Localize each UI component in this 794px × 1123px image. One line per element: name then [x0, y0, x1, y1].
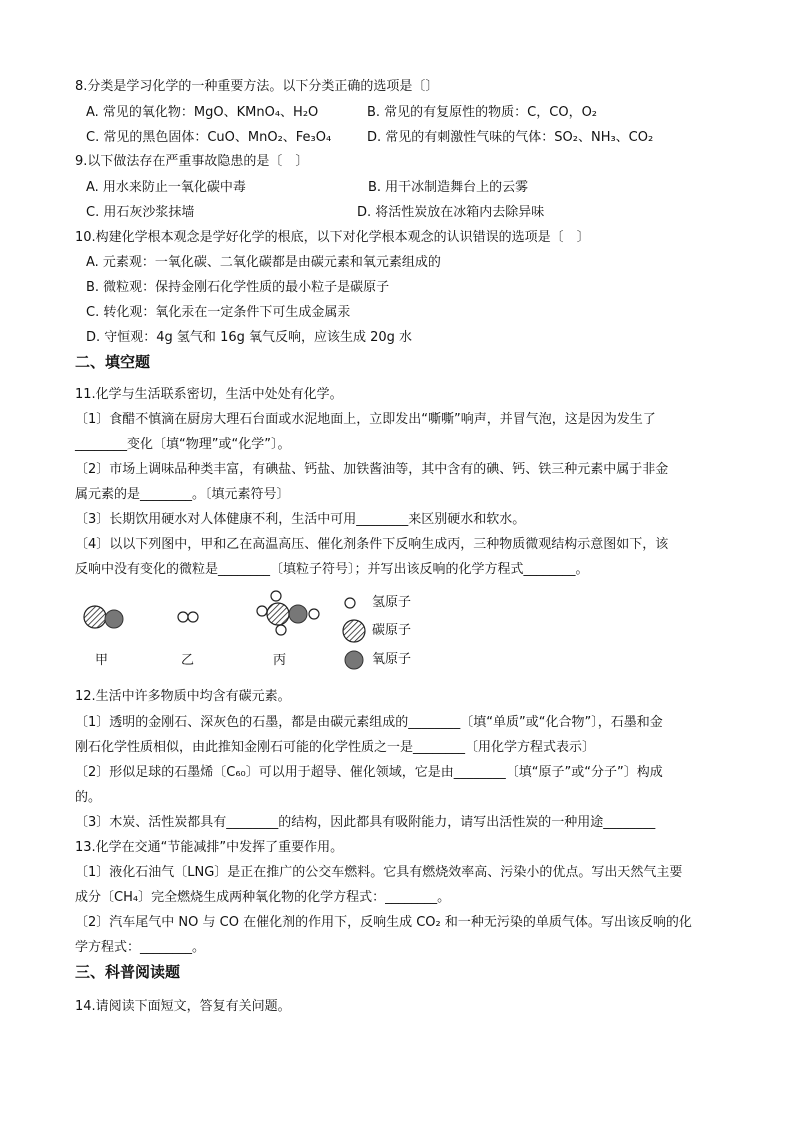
hydrogen-atom-icon — [257, 606, 267, 616]
molecule-yi — [178, 612, 198, 622]
q13-part1-line1: 〔1〕液化石油气〔LNG〕是正在推广的公交车燃料。它具有燃烧效率高、污染小的优点。写出天然气主要 — [75, 865, 683, 880]
legend-oxygen-icon — [345, 651, 363, 669]
q12-part1-line2: 刚石化学性质相似，由此推知金刚石可能的化学性质之一是________〔用化学方程式表示〕 — [75, 740, 596, 755]
q13-stem: 13.化学在交通“节能减排”中发挥了重要作用。 — [75, 840, 344, 855]
molecule-label-jia: 甲 — [95, 653, 109, 668]
q12-part3: 〔3〕木炭、活性炭都具有________的结构，因此都具有吸附能力，请写出活性炭的一种用途________ — [75, 815, 656, 830]
molecule-label-bing: 丙 — [273, 653, 287, 668]
q8-option-d: D. 常见的有刺激性气味的气体：SO₂、NH₃、CO₂ — [367, 130, 654, 145]
legend-oxygen-label: 氧原子 — [372, 652, 412, 667]
legend-carbon-icon — [343, 620, 365, 642]
legend-carbon-label: 碳原子 — [372, 623, 412, 638]
hydrogen-atom-icon — [309, 609, 319, 619]
q12-part2-line2: 的。 — [75, 790, 102, 805]
q12-part2-line1: 〔2〕形似足球的石墨烯〔C₆₀〕可以用于超导、催化领域，它是由________〔填“原子”或“分子”〕构成 — [75, 765, 663, 780]
hydrogen-atom-icon — [178, 612, 188, 622]
q11-part1-line2: ________变化〔填“物理”或“化学”〕。 — [75, 437, 291, 452]
carbon-atom-icon — [84, 606, 106, 628]
molecule-bing — [257, 591, 319, 635]
hydrogen-atom-icon — [188, 612, 198, 622]
q10-stem: 10.构建化学根本观念是学好化学的根底，以下对化学根本观念的认识错误的选项是〔 〕 — [75, 230, 590, 245]
q13-part2-line1: 〔2〕汽车尾气中 NO 与 CO 在催化剂的作用下，反响生成 CO₂ 和一种无污染的单质气体。写出该反响的化 — [75, 915, 692, 930]
q10-option-b: B. 微粒观：保持金刚石化学性质的最小粒子是碳原子 — [86, 280, 390, 295]
q11-part3: 〔3〕长期饮用硬水对人体健康不利，生活中可用________来区别硬水和软水。 — [75, 512, 526, 527]
q9-option-d: D. 将活性炭放在冰箱内去除异味 — [357, 205, 545, 220]
legend-hydrogen-icon — [345, 598, 355, 608]
q14-stem: 14.请阅读下面短文，答复有关问题。 — [75, 999, 291, 1014]
q8-option-a: A. 常见的氧化物：MgO、KMnO₄、H₂O — [86, 105, 319, 120]
legend-hydrogen-label: 氢原子 — [372, 595, 412, 610]
q8-option-c: C. 常见的黑色固体：CuO、MnO₂、Fe₃O₄ — [86, 130, 332, 145]
q12-part1-line1: 〔1〕透明的金刚石、深灰色的石墨，都是由碳元素组成的________〔填“单质”或“化合物”〕，石墨和金 — [75, 715, 663, 730]
hydrogen-atom-icon — [271, 591, 281, 601]
q12-stem: 12.生活中许多物质中均含有碳元素。 — [75, 689, 291, 704]
section-heading-science-reading: 三、科普阅读题 — [75, 963, 181, 981]
q13-part1-line2: 成分〔CH₄〕完全燃烧生成两种氧化物的化学方程式：________。 — [75, 890, 451, 905]
q10-option-a: A. 元素观：一氧化碳、二氧化碳都是由碳元素和氧元素组成的 — [86, 255, 441, 270]
q11-part4-line1: 〔4〕以以下列图中，甲和乙在高温高压、催化剂条件下反响生成丙，三种物质微观结构示意图如下，该 — [75, 537, 669, 552]
q11-part2-line1: 〔2〕市场上调味品种类丰富，有碘盐、钙盐、加铁酱油等，其中含有的碘、钙、铁三种元素中属于非金 — [75, 462, 669, 477]
q9-option-c: C. 用石灰沙浆抹墙 — [86, 205, 195, 220]
q8-stem: 8.分类是学习化学的一种重要方法。以下分类正确的选项是〔〕 — [75, 79, 439, 94]
hydrogen-atom-icon — [276, 625, 286, 635]
carbon-atom-icon — [267, 603, 289, 625]
q10-option-d: D. 守恒观：4g 氢气和 16g 氧气反响，应该生成 20g 水 — [86, 330, 413, 345]
q11-part4-line2: 反响中没有变化的微粒是________〔填粒子符号〕；并写出该反响的化学方程式________。 — [75, 562, 589, 577]
oxygen-atom-icon — [289, 605, 307, 623]
q11-stem: 11.化学与生活联系密切，生活中处处有化学。 — [75, 387, 343, 402]
q10-option-c: C. 转化观：氧化汞在一定条件下可生成金属汞 — [86, 305, 351, 320]
q8-option-b: B. 常见的有复原性的物质：C，CO，O₂ — [367, 105, 598, 120]
q9-option-a: A. 用水来防止一氧化碳中毒 — [86, 180, 246, 195]
q11-part2-line2: 属元素的是________。〔填元素符号〕 — [75, 487, 290, 502]
section-heading-fill-in: 二、填空题 — [75, 353, 151, 371]
q11-part1-line1: 〔1〕食醋不慎滴在厨房大理石台面或水泥地面上，立即发出“嘶嘶”响声，并冒气泡，这是因为发生了 — [75, 412, 656, 427]
q9-option-b: B. 用干冰制造舞台上的云雾 — [368, 180, 529, 195]
q13-part2-line2: 学方程式：________。 — [75, 940, 206, 955]
oxygen-atom-icon — [105, 610, 123, 628]
q9-stem: 9.以下做法存在严重事故隐患的是〔 〕 — [75, 154, 309, 169]
molecule-jia — [84, 606, 123, 628]
molecule-label-yi: 乙 — [181, 653, 195, 668]
